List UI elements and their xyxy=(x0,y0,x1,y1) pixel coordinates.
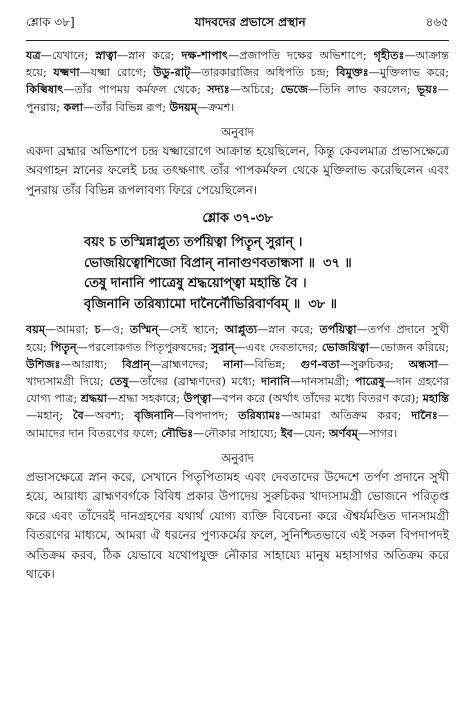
synonym-word: পিতৄন্ xyxy=(50,339,77,354)
synonym-meaning: —পুনরায়; xyxy=(26,83,449,114)
verse-line: বয়ং চ তস্মিন্নাপ্লুত্য তর্পয়িত্বা পিতৄন্ সুরান্ । xyxy=(84,235,303,251)
synonym-meaning: —পরলোকগত পিতৃপুরুষদের; xyxy=(76,340,212,354)
synonym-word: চ xyxy=(94,322,101,337)
synonym-meaning: —শ্রদ্ধা সহকারে; xyxy=(107,392,184,406)
header-rule xyxy=(26,40,449,41)
synonym-word: ইব xyxy=(280,425,293,440)
synonym-meaning: —বপন করে (অর্থাৎ তাঁদের মধ্যে বিতরণ করে); xyxy=(211,392,423,406)
synonym-meaning: —সাগর। xyxy=(357,426,398,440)
synonym-word: ভূয়ঃ xyxy=(416,82,438,97)
synonym-word: সুরান্ xyxy=(211,339,235,354)
synonym-meaning: —ক্রমশ। xyxy=(196,100,235,114)
synonym-word: দানৈঃ xyxy=(411,408,438,423)
synonym-word: স্নাত্বা xyxy=(95,48,117,62)
synonym-meaning: —দানসামগ্রী; xyxy=(290,374,355,388)
synonym-word: তেষু xyxy=(109,373,129,388)
synonym-word: দানানি xyxy=(261,373,291,388)
synonym-meaning: —বিভিন্ন; xyxy=(243,357,301,371)
verse-title: শ্লোক ৩৭-৩৮ xyxy=(202,211,273,227)
synonym-meaning: —আমরা; xyxy=(45,323,95,337)
synonym-meaning: —আক্রান্ত হয়ে; xyxy=(26,49,449,80)
synonym-meaning: —বিপদাপদ; xyxy=(173,409,239,423)
synonym-word: উশিজঃ xyxy=(26,356,61,371)
synonym-meaning: —মহান্; xyxy=(26,409,73,423)
synonym-meaning: —তাঁদের (ব্রাহ্মণদের) মধ্যে; xyxy=(128,374,262,388)
translation-paragraph-1: একদা ব্রহ্মার অভিশাপে চন্দ্র যক্ষ্মারোগে আক্রান্ত হয়েছিলেন, কিন্তু কেবলমাত্র প্রভাসক্ষেত্রে অবগাহন স্নানের ফলেই চন্দ্র তৎক্ষণাৎ তাঁর পাপকর্মফল থেকে মুক্তিলাভ করেছিলেন এবং পুনরায় তাঁর বিভিন্ন রূপলাবণ্য ফিরে পেয়েছিলেন। xyxy=(26,143,449,197)
synonym-word: গৃহীতঃ xyxy=(373,48,405,62)
synonym-meaning: —আরাধ্য; xyxy=(60,357,123,371)
header-chapter-title: যাদবদের প্রভাসে প্রস্থান xyxy=(194,15,306,29)
header-page-number: ৪৬৫ xyxy=(425,15,449,29)
synonym-word: উদয়ম্ xyxy=(169,99,197,114)
synonym-word: তস্মিন্ xyxy=(129,322,159,337)
synonym-word: গুণ-বতা xyxy=(300,356,340,371)
synonym-meaning: —দান গ্রহণের যোগ্য পাত্র; xyxy=(26,374,450,406)
synonym-meaning: —ব্রাহ্মণদের; xyxy=(150,357,224,371)
synonym-meaning: —যেখানে; xyxy=(40,49,96,62)
synonym-word: উপ্ত্বা xyxy=(183,391,212,406)
synonym-word: যত্র xyxy=(26,48,41,62)
synonym-meaning: —তিনি লাভ করলেন; xyxy=(308,83,417,97)
synonym-meaning: —অচিরে; xyxy=(229,83,281,97)
translation-heading-2: অনুবাদ xyxy=(221,450,254,465)
verse-line: ভোজয়িত্বোশিজো বিপ্রান্ নানাগুণবতান্ধসা ॥ ৩৭ ॥ xyxy=(84,255,352,271)
synonym-word: বিপ্রান্ xyxy=(122,356,150,371)
synonym-meaning: —খাদ্যসামগ্রী দিয়ে; xyxy=(26,357,449,388)
synonym-meaning: —যক্ষ্মা রোগে; xyxy=(79,66,154,80)
synonym-word: আপ্লুত্য xyxy=(224,322,258,337)
synonym-word: সদ্যঃ xyxy=(207,82,230,97)
verse-line: বৃজিনানি তরিষ্যামো দানৈর্নৌভিরিবার্ণবম্ ॥ ৩৮ ॥ xyxy=(84,296,337,312)
synonym-meaning: —ভোজন করিয়ে; xyxy=(368,340,449,354)
synonym-word: কলা xyxy=(63,99,84,114)
verse-block xyxy=(84,233,449,315)
synonym-meaning: —তর্পণ প্রদানে সুখী হয়ে; xyxy=(26,323,450,354)
synonym-word: নানা xyxy=(223,356,244,371)
running-header xyxy=(26,14,449,34)
synonym-meaning: —সেই স্থানে; xyxy=(158,323,225,337)
synonym-meaning: —তারকারাজির অধিপতি চন্দ্র; xyxy=(190,66,337,80)
synonym-meaning: —স্নান করে; xyxy=(257,323,320,337)
synonym-meaning: —আমরা অতিক্রম করব; xyxy=(280,409,412,423)
synonyms-block-top xyxy=(26,47,449,116)
translation-paragraph-2: প্রভাসক্ষেত্রে স্নান করে, সেখানে পিতৃপিতামহ এবং দেবতাদের উদ্দেশে তর্পণ প্রদানে সুখী হয়ে, আরাধ্য ব্রাহ্মণবর্গকে বিবিধ প্রকার উপাদেয় সুরুচিকর খাদ্যসামগ্রী ভোজনে পরিতৃপ্ত করে এবং তাঁদেরই দানগ্রহণের যথার্থ যোগ্য ব্যক্তি বিবেচনা করে ঐশ্বর্যমণ্ডিত দানসামগ্রী বিতরণের মাধ্যমে, আমরা ঐ ধরনের পুণ্যকর্মের ফলে, সুনিশ্চিতভাবে এই সকল বিপদাপদই অতিক্রম করব, ঠিক যেভাবে যথোপযুক্ত নৌকার সাহায্যে মানুষ মহাসাগর অতিক্রম করে থাকে। xyxy=(26,469,449,582)
synonym-word: বিমুক্তঃ xyxy=(336,65,369,80)
synonym-word: নৌভিঃ xyxy=(161,425,194,440)
synonym-meaning: —নৌকার সাহায্যে; xyxy=(193,426,281,440)
verse-line: তেষু দানানি পাত্রেষু শ্রদ্ধয়োপ্ত্বা মহান্তি বৈ । xyxy=(84,276,307,292)
synonym-meaning: —আমাদের দান বিতরণের ফলে; xyxy=(26,409,449,440)
synonym-word: বয়ম্ xyxy=(26,322,46,337)
synonym-meaning: —এবং দেবতাদের; xyxy=(234,340,322,354)
synonym-word: যক্ষ্মণা xyxy=(53,65,80,80)
synonym-meaning: —প্রজাপতি দক্ষের অভিশাপে; xyxy=(227,49,374,62)
synonym-word: অন্ধসা xyxy=(408,356,438,371)
synonym-word: বৈ xyxy=(72,408,84,423)
synonym-word: শ্রদ্ধয়া xyxy=(80,391,107,406)
synonym-meaning: —তাঁর বিভিন্ন রূপ; xyxy=(83,100,170,114)
synonyms-block-bottom xyxy=(26,321,449,441)
synonym-word: তর্পয়িত্বা xyxy=(319,322,357,337)
synonym-word: অর্ণবম্ xyxy=(329,425,358,440)
synonym-meaning: —ও; xyxy=(100,323,130,337)
translation-heading-1: অনুবাদ xyxy=(221,124,254,139)
synonym-word: তরিষ্যামঃ xyxy=(238,408,281,423)
synonym-meaning: —মুক্তিলাভ করে; xyxy=(368,66,450,80)
header-verse-ref: শ্লোক ৩৮] xyxy=(26,15,75,29)
synonym-meaning: —যেন; xyxy=(292,426,330,440)
synonym-meaning: —সুরুচিকর; xyxy=(339,357,409,371)
synonym-meaning: —অবশ্য; xyxy=(83,409,135,423)
synonym-meaning: —তাঁর পাপময় কর্মফল থেকে; xyxy=(63,83,208,97)
synonym-word: দক্ষ-শাপাৎ xyxy=(181,48,228,62)
synonym-word: কিল্বিষাৎ xyxy=(26,82,64,97)
synonym-word: মহান্তি xyxy=(422,391,449,406)
synonym-word: বৃজিনানি xyxy=(134,408,174,423)
synonym-word: ভোজয়িত্বা xyxy=(321,339,369,354)
synonym-meaning: —স্নান করে; xyxy=(117,49,182,62)
synonym-word: পাত্রেষু xyxy=(354,373,385,388)
synonym-word: উডু-রাট্ xyxy=(153,65,191,80)
synonym-word: ভেজে xyxy=(280,82,309,97)
